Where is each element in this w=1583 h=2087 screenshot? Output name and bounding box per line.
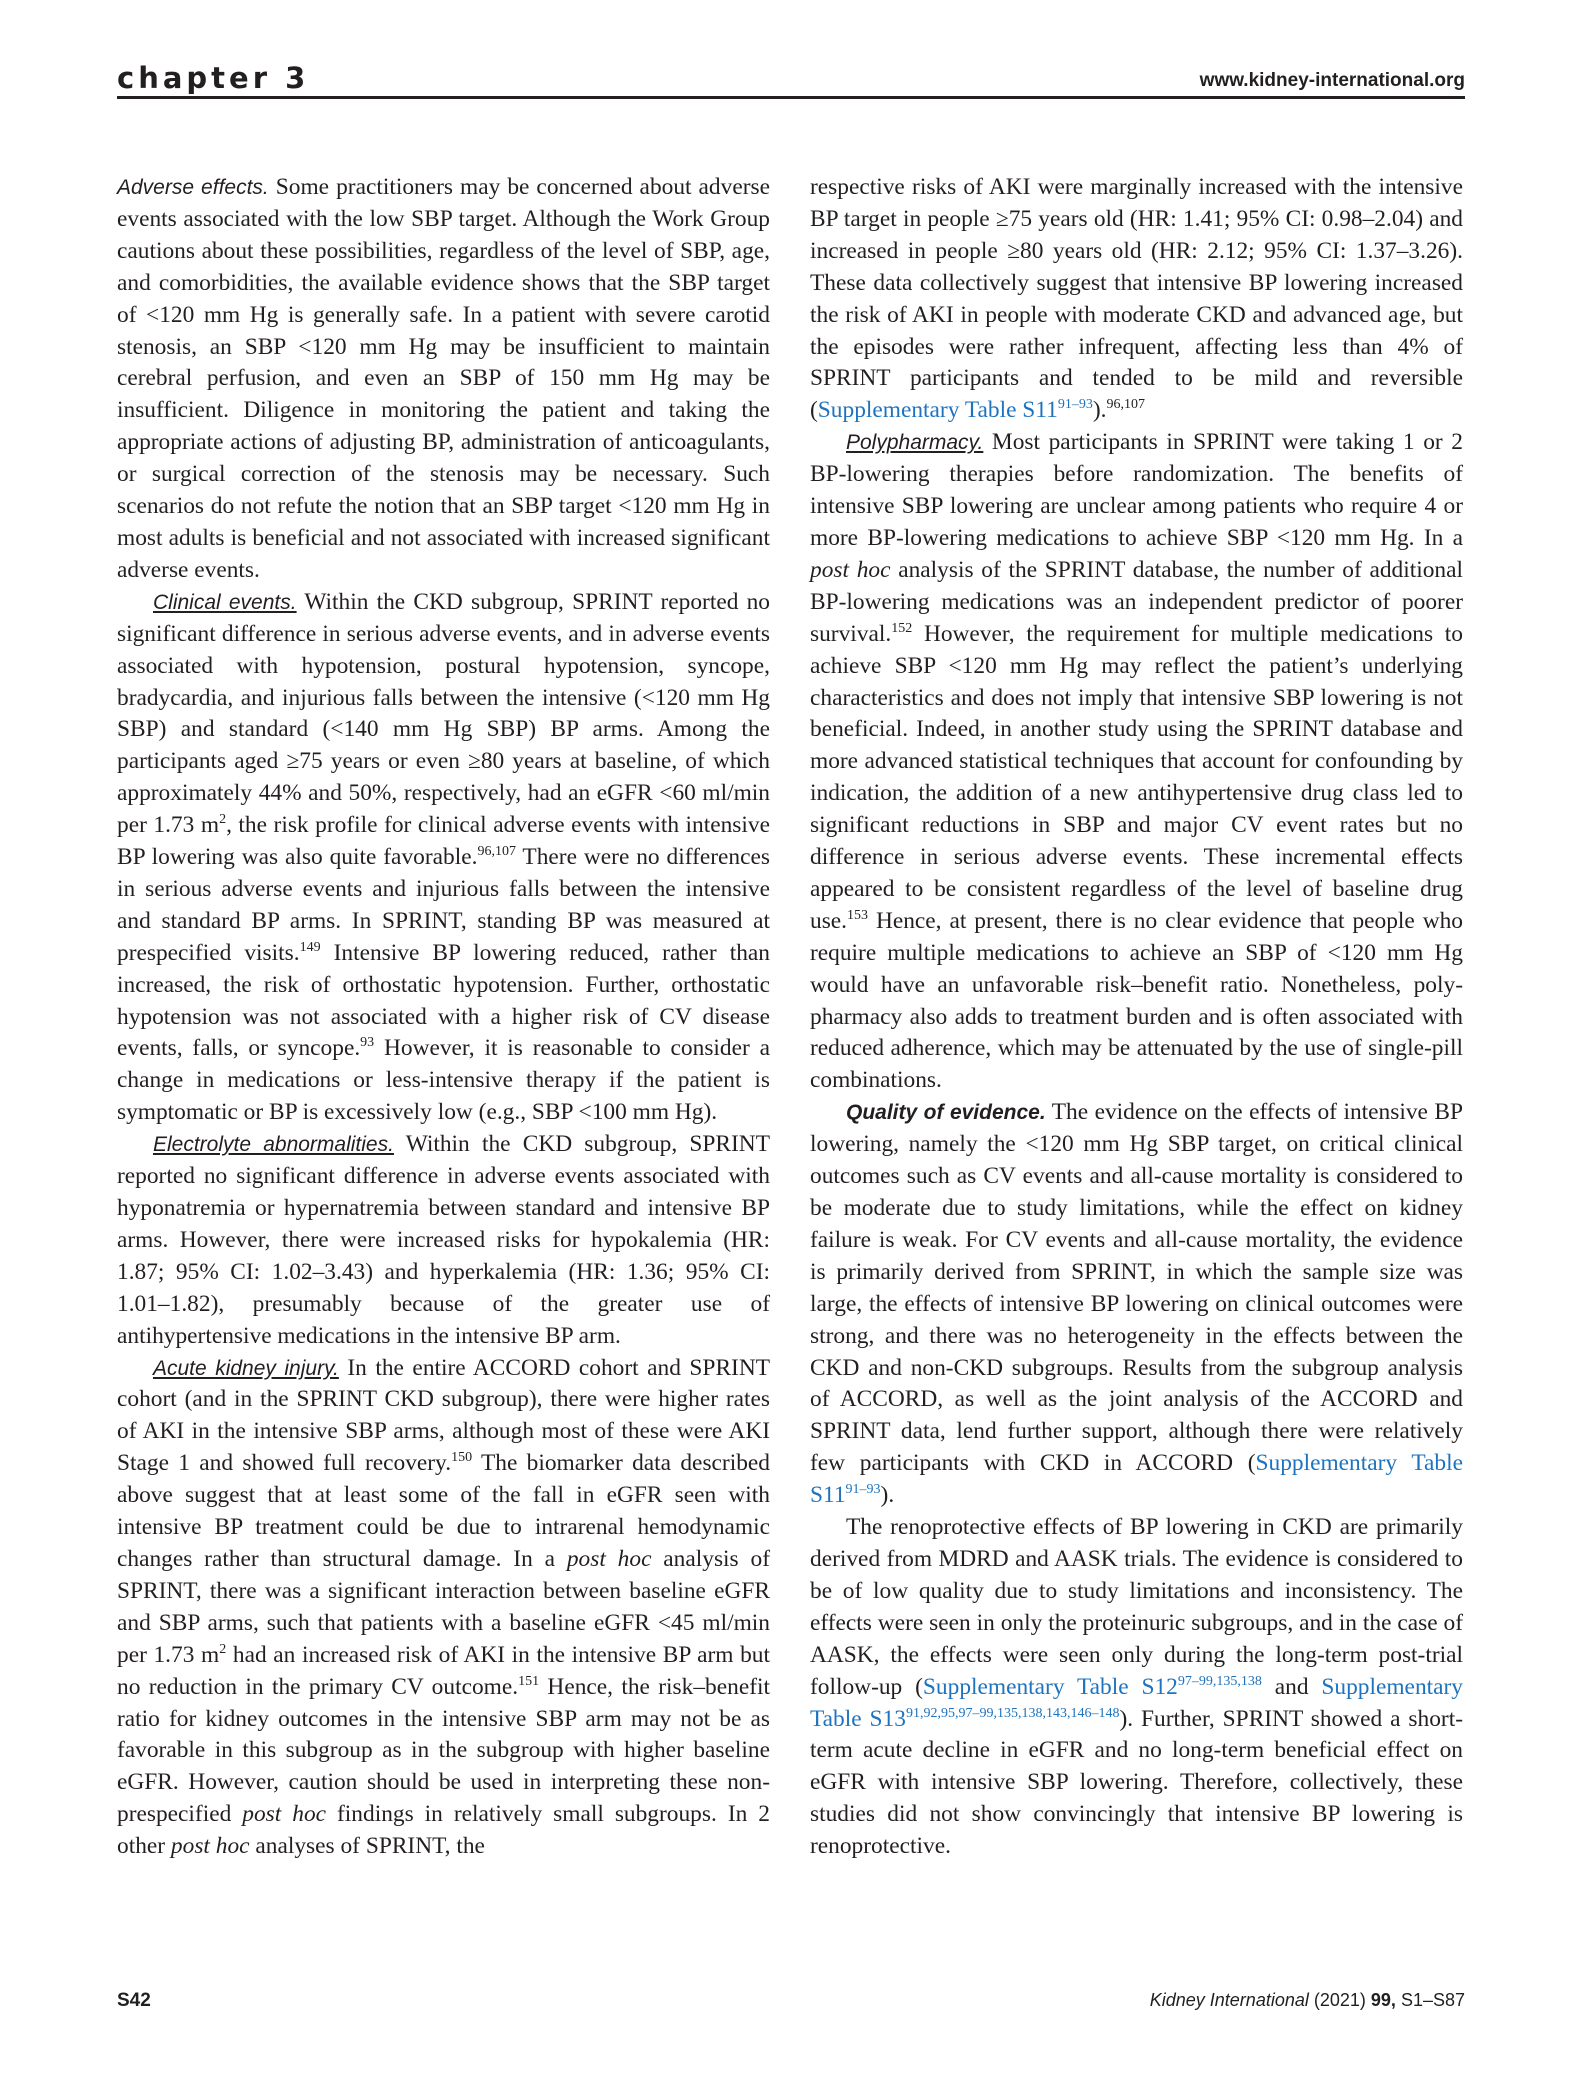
reference-citation: 150 (451, 1450, 473, 1466)
reference-citation: 93 (360, 1035, 375, 1051)
supplementary-table-link[interactable]: Supplementary Table S13 (810, 1673, 1464, 1732)
supplementary-table-link[interactable]: Supplementary Table S11 (817, 397, 1058, 424)
reference-citation[interactable]: 97–99,135,138 (1177, 1673, 1262, 1689)
heading-electrolyte-abnormalities: Electrolyte abnormalities. (153, 1133, 394, 1157)
heading-adverse-effects: Adverse effects. (117, 176, 269, 199)
reference-citation[interactable]: 91–93 (1057, 397, 1093, 413)
paragraph-renoprotective-effects: The renoprotective effects of BP lowering in CKD are primarily derived from MDRD and AASK trials. The evidence is considered to be of low quality due to study limitations and inconsistency. The effects were seen in only the proteinuric subgroups, and in the case of AASK, the effects were seen only during the long-term post-trial follow-up (Supplementary Table S12$^{97-99,135,138}$ and Supplementary Table S13$^{91,92,95,97-99,135,138,143,146-148}$). Further, SPRINT showed a short-term acute decline in eGFR and no long-term beneficial effect on eGFR with intensive SBP lowering. Therefore, collectively, these studies did not show convincingly that intensive BP lowering is renoprotective. (810, 1514, 1464, 1860)
paragraph-aki-continued: respective risks of AKI were marginally increased with the intensive BP target in people ≥75 years old (HR: 1.41; 95% CI: 0.98–2.04) and increased in people ≥80 years old (HR: 2.12; 95% CI: 1.37–3.26). These data collectively suggest that intensive BP lowering increased the risk of AKI in people with moderate CKD and advanced age, but the episodes were rather infrequent, affecting less than 4% of SPRINT participants and tended to be mild and reversible (Supplementary Table S11$^{91-93}$).$^{96,107}$ (810, 174, 1463, 424)
heading-polypharmacy: Polypharmacy. (846, 431, 984, 455)
page-header (117, 62, 1465, 98)
paragraph-acute-kidney-injury: Acute kidney injury. In the entire ACCORD cohort and SPRINT cohort (and in the SPRINT CKD subgroup), there were higher rates of AKI in the intensive SBP arms, although most of these were AKI Stage 1 and showed full recovery.$^{150}$ The biomarker data described above suggest that at least some of the fall in eGFR seen with intensive BP treatment could be due to intrarenal hemodynamic changes rather than structural damage. In a post hoc analysis of SPRINT, there was a significant interaction between baseline eGFR and SBP arms, such that patients with a baseline eGFR <45 ml/min per 1.73 m$^2$ had an increased risk of AKI in the intensive BP arm but no reduction in the primary CV outcome.$^{151}$ Hence, the risk–benefit ratio for kidney outcomes in the intensive SBP arm may not be as favorable in this subgroup as in the subgroup with higher baseline eGFR. However, caution should be used in interpreting these non-prespecified post hoc findings in relatively small subgroups. In 2 other post hoc analyses of SPRINT, the (117, 1354, 771, 1860)
paragraph-quality-of-evidence: Quality of evidence. The evidence on the effects of intensive BP lowering, namely the <120 mm Hg SBP target, on critical clinical outcomes such as CV events and all-cause mortality is considered to be moderate due to study limitations, while the effect on kidney failure is weak. For CV events and all-cause mortality, the evidence is primarily derived from SPRINT, in which the sample size was large, the effects of intensive BP lowering on clinical outcomes were strong, and there was no heterogeneity in the effects between the CKD and non-CKD subgroups. Results from the subgroup analysis of ACCORD, as well as the joint analysis of the ACCORD and SPRINT data, lend further support, although there were relatively few participants with CKD in ACCORD (Supplementary Table S11$^{91-93}$). (810, 1099, 1463, 1509)
reference-citation: 153 (847, 908, 869, 924)
page-number: S42 (117, 1990, 151, 2011)
journal-volume: 99, (1370, 1990, 1396, 2010)
paragraph-electrolyte-abnormalities: Electrolyte abnormalities. Within the CKD subgroup, SPRINT reported no significant difference in adverse events associated with hyponatremia or hypernatremia between standard and intensive BP arms. However, there were increased risks for hypokalemia (HR: 1.87; 95% CI: 1.02–3.43) and hyperkalemia (HR: 1.36; 95% CI: 1.01–1.82), presumably because of the greater use of antihypertensive medications in the intensive BP arm. (117, 1131, 770, 1349)
reference-citation: 149 (299, 939, 321, 955)
right-column (810, 172, 1463, 1863)
supplementary-table-link[interactable]: Supplementary Table S11 (810, 1450, 1463, 1509)
chapter-label: chapter 3 (117, 61, 310, 95)
reference-citation: 152 (891, 620, 913, 636)
reference-citation[interactable]: 91,92,95,97–99,135,138,143,146–148 (905, 1705, 1120, 1721)
supplementary-table-link[interactable]: Supplementary Table S12 (922, 1673, 1178, 1700)
website-link[interactable]: www.kidney-international.org (1199, 70, 1465, 91)
heading-quality-of-evidence: Quality of evidence. (846, 1101, 1046, 1125)
reference-citation: 96,107 (1106, 397, 1145, 413)
paragraph-polypharmacy: Polypharmacy. Most participants in SPRINT were taking 1 or 2 BP-lowering therapies before randomization. The benefits of intensive SBP lowering are unclear among patients who require 4 or more BP-lowering medications to achieve SBP <120 mm Hg. In a post hoc analysis of the SPRINT database, the number of additional BP-lowering medications was an independent predictor of poorer survival.$^{152}$ However, the requirement for multiple medications to achieve SBP <120 mm Hg may reflect the patient’s underlying characteristics and does not imply that intensive SBP lowering is not beneficial. Indeed, in another study using the SPRINT database and more advanced statistical techniques that account for confounding by indication, the addition of a new antihypertensive drug class led to significant reductions in SBP and major CV event rates but no difference in serious adverse events. These incremental effects appeared to be consistent regardless of the level of baseline drug use.$^{153}$ Hence, at present, there is no clear evidence that people who require multiple medications to achieve an SBP of <120 mm Hg would have an unfavorable risk–benefit ratio. Nonetheless, polypharmacy also adds to treatment burden and is often associated with reduced adherence, which may be attenuated by the use of single-pill combinations. (810, 429, 1463, 1094)
reference-citation[interactable]: 91–93 (845, 1482, 881, 1498)
journal-citation: Kidney International (2021) 99, S1–S87 (1149, 1990, 1465, 2010)
heading-acute-kidney-injury: Acute kidney injury. (153, 1356, 339, 1380)
paragraph-adverse-effects: Adverse effects. Some practitioners may be concerned about adverse events associated with the low SBP target. Although the Work Group cautions about these possibilities, regardless of the level of SBP, age, and comorbidities, the available evidence shows that the SBP target of <120 mm Hg is generally safe. In a patient with severe carotid stenosis, an SBP <120 mm Hg may be insufficient to maintain cerebral perfusion, and even an SBP of 150 mm Hg may be insufficient. Diligence in monitoring the patient and taking the appropriate actions of adjusting BP, administration of anticoagulants, or surgical correction of the stenosis may be necessary. Such scenarios do not refute the notion that an SBP target <120 mm Hg in most adults is beneficial and not associated with increased significant adverse events. (117, 174, 770, 583)
journal-name: Kidney International (1149, 1990, 1309, 2010)
reference-citation: 96,107 (477, 844, 516, 860)
heading-clinical-events: Clinical events. (153, 590, 297, 614)
left-column (117, 172, 770, 1863)
header-rule (117, 96, 1465, 99)
paragraph-clinical-events: Clinical events. Within the CKD subgroup, SPRINT reported no significant difference in serious adverse events, and in adverse events associated with hypotension, postural hypotension, syncope, bradycardia, and injurious falls between the intensive (<120 mm Hg SBP) and standard (<140 mm Hg SBP) BP arms. Among the participants aged ≥75 years or even ≥80 years at baseline, of which approximately 44% and 50%, respectively, had an eGFR <60 ml/min per 1.73 m$^2$, the risk profile for clinical adverse events with intensive BP lowering was also quite favorable.$^{96,107}$ There were no differences in serious adverse events and injurious falls between the intensive and standard BP arms. In SPRINT, standing BP was measured at prespecified visits.$^{149}$ Intensive BP lowering reduced, rather than increased, the risk of orthostatic hypotension. Further, orthostatic hypotension was not associated with a higher risk of CV disease events, falls, or syncope.$^{93}$ However, it is reasonable to consider a change in medications or less-intensive therapy if the patient is symptomatic or BP is excessively low (e.g., SBP <100 mm Hg). (117, 588, 770, 1126)
reference-citation: 151 (518, 1673, 540, 1689)
